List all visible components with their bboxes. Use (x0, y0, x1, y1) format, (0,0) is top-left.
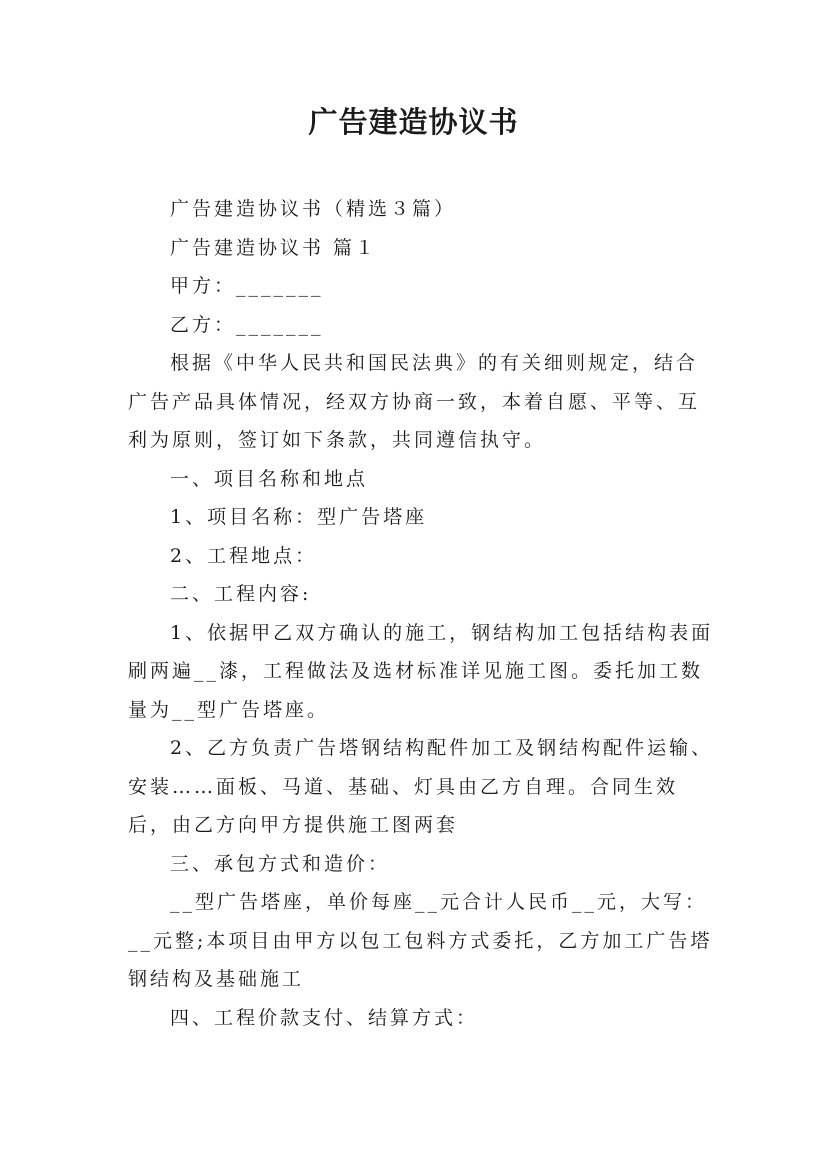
section-heading-4: 四、工程价款支付、结算方式： (170, 1006, 479, 1029)
document-body (128, 190, 718, 1037)
clause-project-location: 2、工程地点： (170, 544, 318, 567)
clause-content-2: 2、乙方负责广告塔钢结构配件加工及钢结构配件运输、安装……面板、马道、基础、灯具由乙方自理。合同生效后，由乙方向甲方提供施工图两套 (128, 737, 714, 836)
clause-content-1: 1、依据甲乙双方确认的施工，钢结构加工包括结构表面刷两遍__漆，工程做法及选材标准详见施工图。委托加工数量为__型广告塔座。 (128, 621, 714, 721)
clause-price: __型广告塔座，单价每座__元合计人民币__元，大写：__元整;本项目由甲方以包工包料方式委托，乙方加工广告塔钢结构及基础施工 (128, 891, 713, 990)
section-heading-1: 一、项目名称和地点 (170, 467, 369, 490)
party-b-line: 乙方：_______ (170, 313, 324, 336)
paragraph-preamble: 根据《中华人民共和国民法典》的有关细则规定，结合广告产品具体情况，经双方协商一致，本着自愿、平等、互利为原则，签订如下条款，共同遵信执守。 (128, 352, 701, 451)
paragraph-heading-collection: 广告建造协议书（精选３篇） (170, 198, 457, 220)
document-title: 广告建造协议书 (308, 105, 519, 139)
clause-project-name: 1、项目名称：型广告塔座 (170, 506, 428, 528)
section-heading-3: 三、承包方式和造价： (170, 852, 391, 875)
section-heading-2: 二、工程内容: (170, 583, 312, 605)
paragraph-heading-part-1: 广告建造协议书 篇１ (170, 236, 378, 259)
party-a-line: 甲方：_______ (170, 275, 324, 297)
